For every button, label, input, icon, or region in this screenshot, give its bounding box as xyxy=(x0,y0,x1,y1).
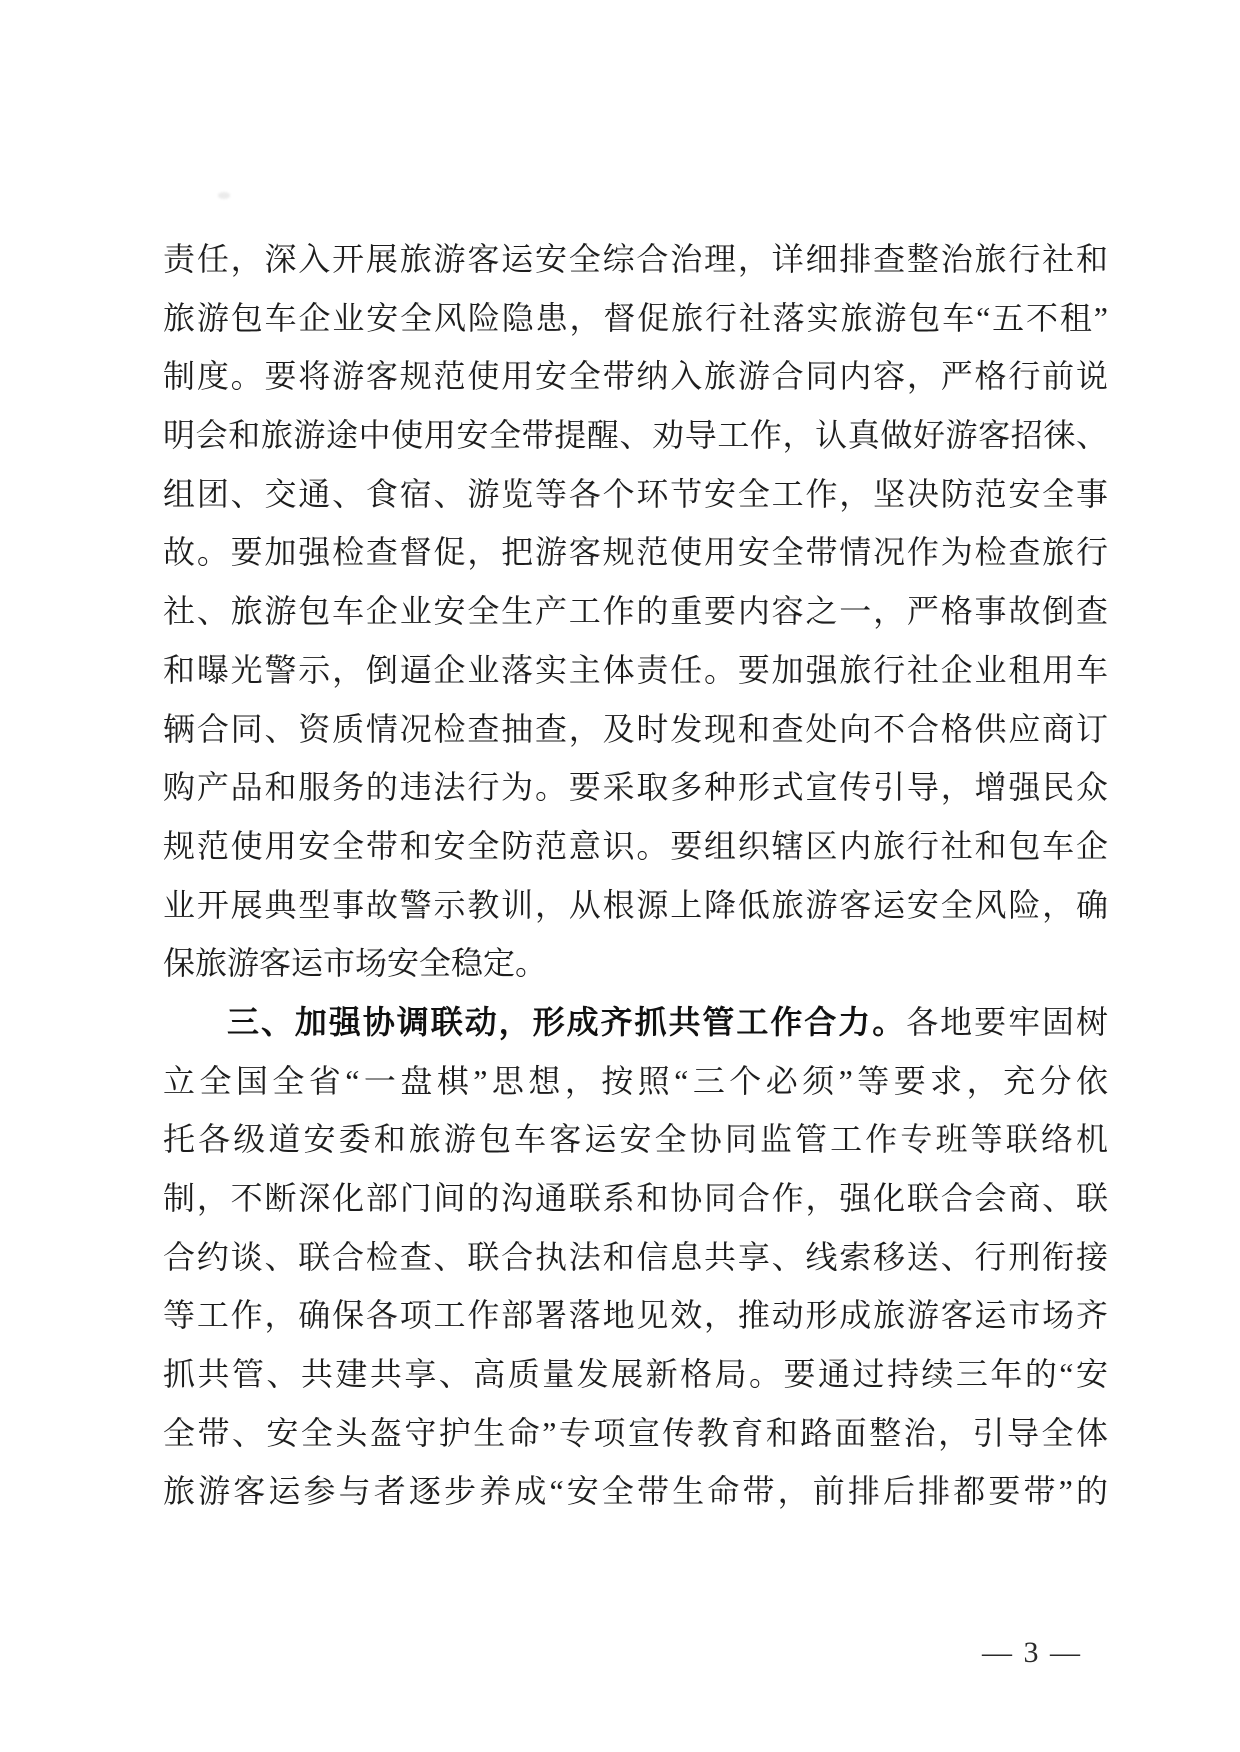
text-line: 故。要加强检查督促，把游客规范使用安全带情况作为检查旅行 xyxy=(163,534,1108,571)
text-line: 和曝光警示，倒逼企业落实主体责任。要加强旅行社企业租用车 xyxy=(163,651,1108,688)
text-line: 制度。要将游客规范使用安全带纳入旅游合同内容，严格行前说 xyxy=(163,358,1108,395)
text-line: 规范使用安全带和安全防范意识。要组织辖区内旅行社和包车企 xyxy=(163,827,1108,864)
text-line: 购产品和服务的违法行为。要采取多种形式宣传引导，增强民众 xyxy=(163,769,1108,806)
body-text-block xyxy=(163,230,1108,1521)
text-line: 立全国全省“一盘棋”思想，按照“三个必须”等要求，充分依 xyxy=(163,1062,1108,1099)
text-line: 三、加强协调联动，形成齐抓共管工作合力。各地要牢固树 xyxy=(227,1003,1108,1040)
text-line: 旅游包车企业安全风险隐患，督促旅行社落实旅游包车“五不租” xyxy=(163,299,1108,336)
page-number: — 3 — xyxy=(982,1636,1082,1669)
text-line: 抓共管、共建共享、高质量发展新格局。要通过持续三年的“安 xyxy=(163,1356,1108,1393)
text-line: 社、旅游包车企业安全生产工作的重要内容之一，严格事故倒查 xyxy=(163,593,1108,630)
text-line: 保旅游客运市场安全稳定。 xyxy=(163,945,548,982)
section-heading: 三、加强协调联动，形成齐抓共管工作合力。 xyxy=(227,1003,907,1040)
scan-smudge-artifact xyxy=(218,192,230,199)
text-line: 合约谈、联合检查、联合执法和信息共享、线索移送、行刑衔接 xyxy=(163,1238,1108,1275)
text-line: 组团、交通、食宿、游览等各个环节安全工作，坚决防范安全事 xyxy=(163,475,1108,512)
text-line: 旅游客运参与者逐步养成“安全带生命带，前排后排都要带”的 xyxy=(163,1473,1108,1510)
text-line: 明会和旅游途中使用安全带提醒、劝导工作，认真做好游客招徕、 xyxy=(163,417,1108,454)
text-line: 等工作，确保各项工作部署落地见效，推动形成旅游客运市场齐 xyxy=(163,1297,1108,1334)
text-line: 责任，深入开展旅游客运安全综合治理，详细排查整治旅行社和 xyxy=(163,241,1108,277)
text-line: 制，不断深化部门间的沟通联系和协同合作，强化联合会商、联 xyxy=(163,1180,1108,1216)
text-line: 辆合同、资质情况检查抽查，及时发现和查处向不合格供应商订 xyxy=(163,710,1108,747)
text-line: 业开展典型事故警示教训，从根源上降低旅游客运安全风险，确 xyxy=(163,886,1108,923)
text-line: 托各级道安委和旅游包车客运安全协同监管工作专班等联络机 xyxy=(163,1121,1108,1158)
text-line: 全带、安全头盔守护生命”专项宣传教育和路面整治，引导全体 xyxy=(163,1414,1108,1451)
